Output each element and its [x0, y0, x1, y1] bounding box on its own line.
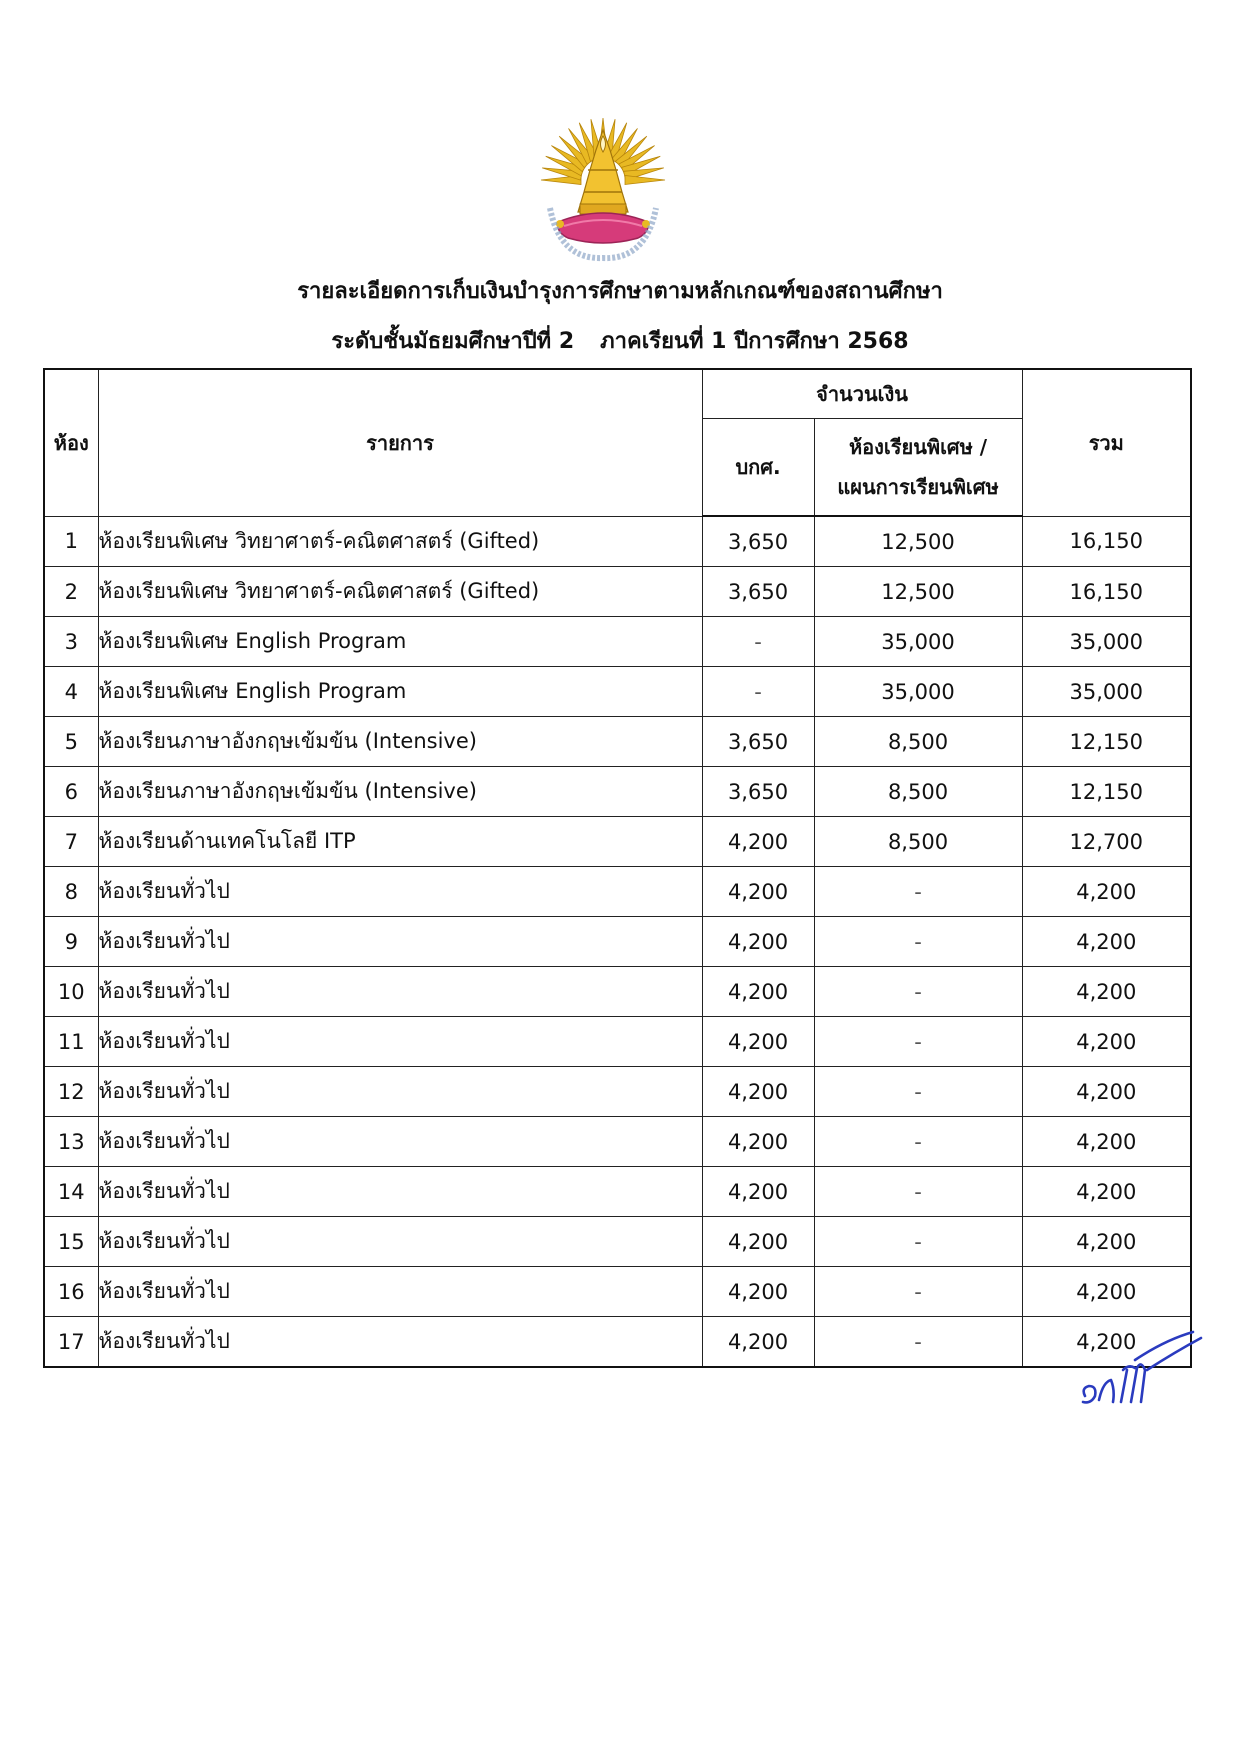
bks-amount: 3,650 [702, 767, 814, 817]
header-item: รายการ [98, 369, 702, 516]
special-amount: - [814, 1017, 1022, 1067]
special-amount: - [814, 1217, 1022, 1267]
special-amount: 12,500 [814, 516, 1022, 567]
item-name: ห้องเรียนพิเศษ วิทยาศาตร์-คณิตศาสตร์ (Gifted) [98, 567, 702, 617]
table-row [44, 967, 1191, 1017]
room-number: 2 [44, 567, 98, 617]
room-number: 3 [44, 617, 98, 667]
room-number: 11 [44, 1017, 98, 1067]
item-name: ห้องเรียนพิเศษ English Program [98, 667, 702, 717]
total-amount: 12,150 [1022, 717, 1191, 767]
item-name: ห้องเรียนทั่วไป [98, 1167, 702, 1217]
item-name: ห้องเรียนทั่วไป [98, 1017, 702, 1067]
fee-table-body [44, 516, 1191, 1367]
table-row [44, 817, 1191, 867]
total-amount: 4,200 [1022, 967, 1191, 1017]
total-amount: 4,200 [1022, 1017, 1191, 1067]
bks-amount: - [702, 617, 814, 667]
bks-amount: 3,650 [702, 567, 814, 617]
bks-amount: 4,200 [702, 1017, 814, 1067]
item-name: ห้องเรียนทั่วไป [98, 1317, 702, 1368]
table-row [44, 1017, 1191, 1067]
bks-amount: 3,650 [702, 516, 814, 567]
special-amount: 12,500 [814, 567, 1022, 617]
table-row [44, 1267, 1191, 1317]
special-amount: 8,500 [814, 717, 1022, 767]
table-row [44, 867, 1191, 917]
table-row [44, 717, 1191, 767]
bks-amount: 4,200 [702, 1117, 814, 1167]
fee-table [43, 368, 1192, 1368]
table-row [44, 1067, 1191, 1117]
subtitle-level: ระดับชั้นมัธยมศึกษาปีที่ 2 [331, 329, 575, 354]
special-amount: 8,500 [814, 817, 1022, 867]
table-row [44, 1317, 1191, 1368]
total-amount: 12,150 [1022, 767, 1191, 817]
special-amount: - [814, 1317, 1022, 1368]
bks-amount: 4,200 [702, 1167, 814, 1217]
bks-amount: 4,200 [702, 817, 814, 867]
header-total: รวม [1022, 369, 1191, 516]
total-amount: 4,200 [1022, 1117, 1191, 1167]
room-number: 12 [44, 1067, 98, 1117]
room-number: 4 [44, 667, 98, 717]
total-amount: 12,700 [1022, 817, 1191, 867]
table-row [44, 567, 1191, 617]
special-amount: - [814, 967, 1022, 1017]
total-amount: 4,200 [1022, 1067, 1191, 1117]
room-number: 14 [44, 1167, 98, 1217]
total-amount: 4,200 [1022, 1267, 1191, 1317]
bks-amount: 4,200 [702, 1317, 814, 1368]
header-special [814, 419, 1022, 517]
total-amount: 16,150 [1022, 516, 1191, 567]
school-emblem-icon [528, 100, 678, 270]
room-number: 1 [44, 516, 98, 567]
room-number: 13 [44, 1117, 98, 1167]
total-amount: 4,200 [1022, 1167, 1191, 1217]
special-amount: - [814, 1067, 1022, 1117]
special-amount: 35,000 [814, 617, 1022, 667]
bks-amount: 4,200 [702, 1217, 814, 1267]
item-name: ห้องเรียนทั่วไป [98, 1217, 702, 1267]
special-amount: 8,500 [814, 767, 1022, 817]
subtitle-term: ภาคเรียนที่ 1 ปีการศึกษา 2568 [600, 329, 909, 354]
item-name: ห้องเรียนพิเศษ วิทยาศาตร์-คณิตศาสตร์ (Gifted) [98, 516, 702, 567]
total-amount: 4,200 [1022, 917, 1191, 967]
item-name: ห้องเรียนทั่วไป [98, 1117, 702, 1167]
header-special-line1: ห้องเรียนพิเศษ / [848, 435, 988, 459]
header-room: ห้อง [44, 369, 98, 516]
total-amount: 4,200 [1022, 1217, 1191, 1267]
special-amount: - [814, 1117, 1022, 1167]
room-number: 17 [44, 1317, 98, 1368]
header-special-line2: แผนการเรียนพิเศษ [837, 475, 999, 499]
special-amount: - [814, 867, 1022, 917]
table-row [44, 1117, 1191, 1167]
room-number: 9 [44, 917, 98, 967]
bks-amount: 4,200 [702, 1267, 814, 1317]
bks-amount: - [702, 667, 814, 717]
document-subtitle [0, 328, 1240, 356]
item-name: ห้องเรียนทั่วไป [98, 967, 702, 1017]
item-name: ห้องเรียนด้านเทคโนโลยี ITP [98, 817, 702, 867]
table-row [44, 667, 1191, 717]
table-row [44, 767, 1191, 817]
header-amount-group: จำนวนเงิน [702, 369, 1022, 419]
item-name: ห้องเรียนทั่วไป [98, 917, 702, 967]
table-row [44, 1217, 1191, 1267]
item-name: ห้องเรียนทั่วไป [98, 867, 702, 917]
room-number: 16 [44, 1267, 98, 1317]
table-row [44, 1167, 1191, 1217]
document-title: รายละเอียดการเก็บเงินบำรุงการศึกษาตามหลักเกณฑ์ของสถานศึกษา [297, 279, 943, 304]
item-name: ห้องเรียนทั่วไป [98, 1067, 702, 1117]
table-row [44, 516, 1191, 567]
room-number: 15 [44, 1217, 98, 1267]
special-amount: - [814, 1267, 1022, 1317]
item-name: ห้องเรียนทั่วไป [98, 1267, 702, 1317]
handwritten-signature-icon [1075, 1330, 1215, 1420]
special-amount: - [814, 917, 1022, 967]
total-amount: 4,200 [1022, 1317, 1191, 1368]
total-amount: 4,200 [1022, 867, 1191, 917]
total-amount: 35,000 [1022, 617, 1191, 667]
table-row [44, 917, 1191, 967]
room-number: 5 [44, 717, 98, 767]
bks-amount: 4,200 [702, 917, 814, 967]
table-row [44, 617, 1191, 667]
room-number: 10 [44, 967, 98, 1017]
item-name: ห้องเรียนพิเศษ English Program [98, 617, 702, 667]
total-amount: 35,000 [1022, 667, 1191, 717]
room-number: 7 [44, 817, 98, 867]
item-name: ห้องเรียนภาษาอังกฤษเข้มข้น (Intensive) [98, 717, 702, 767]
bks-amount: 4,200 [702, 867, 814, 917]
header-bks: บกศ. [702, 419, 814, 517]
bks-amount: 4,200 [702, 967, 814, 1017]
bks-amount: 3,650 [702, 717, 814, 767]
item-name: ห้องเรียนภาษาอังกฤษเข้มข้น (Intensive) [98, 767, 702, 817]
special-amount: 35,000 [814, 667, 1022, 717]
bks-amount: 4,200 [702, 1067, 814, 1117]
room-number: 8 [44, 867, 98, 917]
special-amount: - [814, 1167, 1022, 1217]
room-number: 6 [44, 767, 98, 817]
total-amount: 16,150 [1022, 567, 1191, 617]
